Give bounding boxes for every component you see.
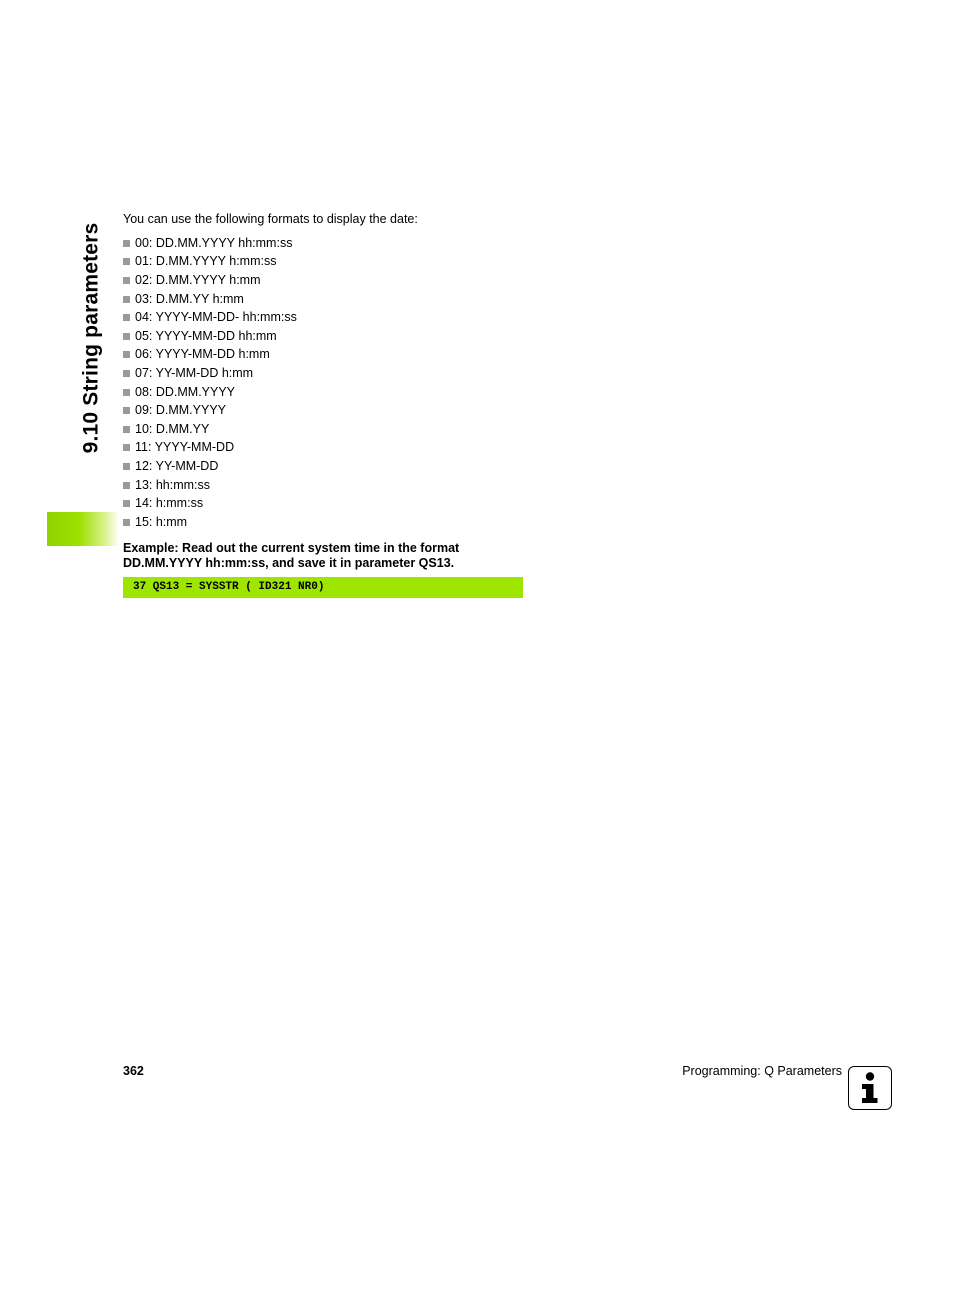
list-item: [123, 253, 297, 272]
list-item: [123, 364, 297, 383]
section-title-text: 9.10 String parameters: [79, 222, 102, 454]
list-item: [123, 439, 297, 458]
square-bullet-icon: [123, 258, 130, 265]
list-item-text: 14: h:mm:ss: [135, 496, 204, 511]
list-item: [123, 513, 297, 532]
square-bullet-icon: [123, 333, 130, 340]
list-item: [123, 420, 297, 439]
list-item: [123, 383, 297, 402]
list-item: [123, 290, 297, 309]
square-bullet-icon: [123, 500, 130, 507]
square-bullet-icon: [123, 444, 130, 451]
square-bullet-icon: [123, 240, 130, 247]
list-item-text: 13: hh:mm:ss: [135, 477, 211, 492]
list-item-text: 11: YYYY-MM-DD: [135, 440, 235, 455]
list-item: [123, 234, 297, 253]
page-number: 362: [123, 1064, 144, 1078]
list-item-text: 10: D.MM.YY: [135, 421, 210, 436]
list-item-text: 03: D.MM.YY h:mm: [135, 291, 244, 306]
list-item-text: 06: YYYY-MM-DD h:mm: [135, 347, 270, 362]
list-item-text: 01: D.MM.YYYY h:mm:ss: [135, 254, 277, 269]
example-heading: [123, 541, 543, 570]
list-item-text: 07: YY-MM-DD h:mm: [135, 365, 254, 380]
list-item: [123, 457, 297, 476]
square-bullet-icon: [123, 482, 130, 489]
list-item-text: 04: YYYY-MM-DD- hh:mm:ss: [135, 310, 297, 325]
intro-text: You can use the following formats to display the date:: [123, 212, 418, 226]
square-bullet-icon: [123, 370, 130, 377]
date-format-list: [123, 234, 297, 532]
list-item: [123, 476, 297, 495]
list-item-text: 00: DD.MM.YYYY hh:mm:ss: [135, 235, 293, 250]
list-item-text: 15: h:mm: [135, 514, 188, 529]
section-title: [79, 213, 103, 463]
code-example-block: 37 QS13 = SYSSTR ( ID321 NR0): [123, 577, 523, 598]
square-bullet-icon: [123, 277, 130, 284]
list-item-text: 02: D.MM.YYYY h:mm: [135, 272, 261, 287]
list-item: [123, 401, 297, 420]
list-item: [123, 271, 297, 290]
list-item: [123, 327, 297, 346]
chapter-footer: Programming: Q Parameters: [682, 1064, 842, 1078]
list-item-text: 12: YY-MM-DD: [135, 458, 219, 473]
chapter-tab-marker: [47, 512, 119, 546]
list-item-text: 08: DD.MM.YYYY: [135, 384, 236, 399]
square-bullet-icon: [123, 426, 130, 433]
square-bullet-icon: [123, 407, 130, 414]
list-item: [123, 308, 297, 327]
example-heading-line: DD.MM.YYYY hh:mm:ss, and save it in parameter QS13.: [123, 555, 455, 570]
square-bullet-icon: [123, 351, 130, 358]
example-heading-line: Example: Read out the current system time in the format: [123, 541, 460, 555]
list-item: [123, 346, 297, 365]
info-icon: [848, 1066, 892, 1110]
square-bullet-icon: [123, 314, 130, 321]
list-item: [123, 494, 297, 513]
list-item-text: 09: D.MM.YYYY: [135, 403, 226, 418]
square-bullet-icon: [123, 389, 130, 396]
square-bullet-icon: [123, 519, 130, 526]
square-bullet-icon: [123, 296, 130, 303]
list-item-text: 05: YYYY-MM-DD hh:mm: [135, 328, 277, 343]
square-bullet-icon: [123, 463, 130, 470]
